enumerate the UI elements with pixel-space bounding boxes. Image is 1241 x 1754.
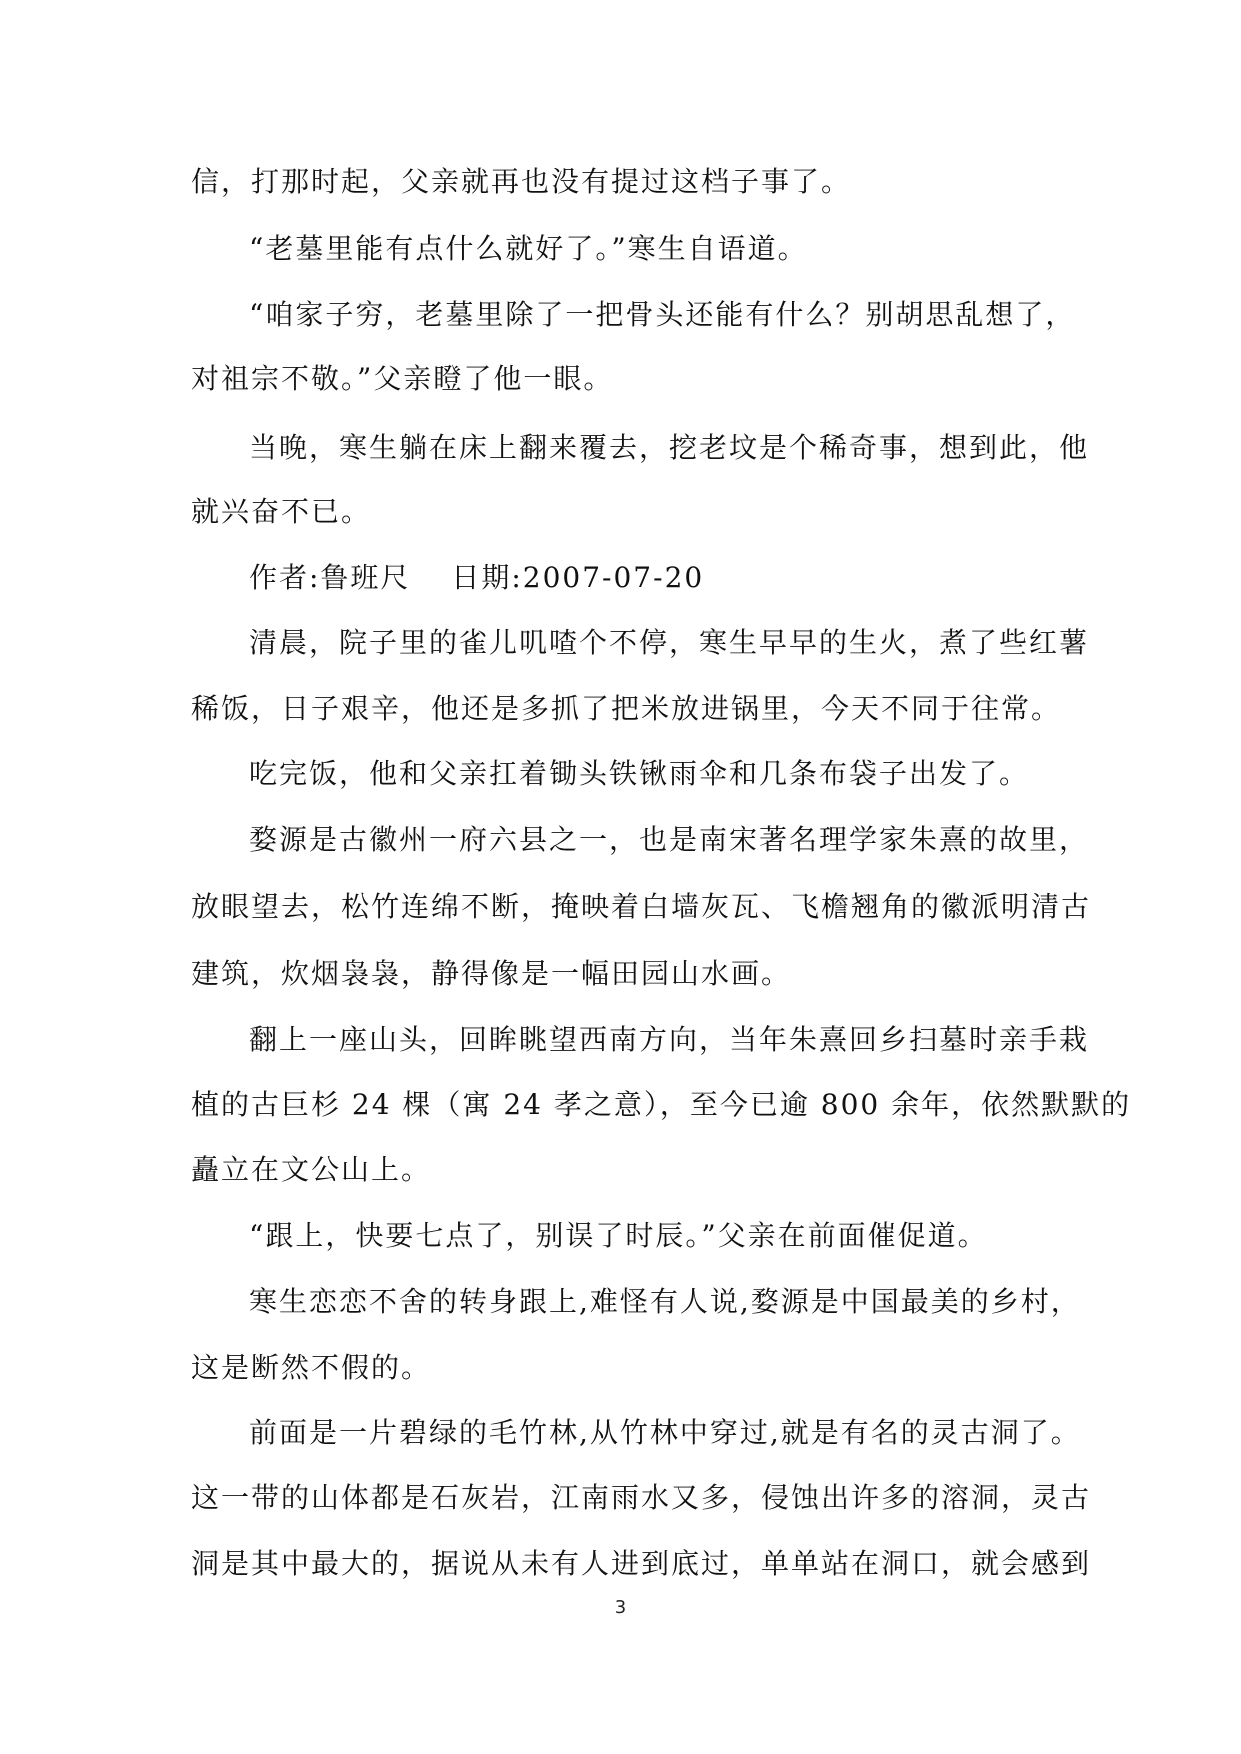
line-text: 婺源是古徽州一府六县之一，也是南宋著名理学家朱熹的故里， — [249, 823, 1090, 856]
author-date-line: 作者:鲁班尺 日期:2007-07-20 — [249, 561, 705, 594]
line-text: 对祖宗不敬。”父亲瞪了他一眼。 — [191, 362, 614, 395]
line-text: 吃完饭，他和父亲扛着锄头铁锹雨伞和几条布袋子出发了。 — [249, 757, 1030, 790]
text-line — [0, 1075, 1241, 1135]
text-line — [0, 482, 1241, 542]
text-line — [0, 349, 1241, 409]
line-text: 洞是其中最大的，据说从未有人进到底过，单单站在洞口，就会感到 — [191, 1547, 1092, 1580]
line-text: 当晚，寒生躺在床上翻来覆去，挖老坟是个稀奇事，想到此，他 — [249, 431, 1090, 464]
line-text: 放眼望去，松竹连绵不断，掩映着白墙灰瓦、飞檐翘角的徽派明清古 — [191, 890, 1092, 923]
text-line — [0, 1338, 1241, 1398]
text-line — [0, 1272, 1241, 1332]
line-text: 这一带的山体都是石灰岩，江南雨水又多，侵蚀出许多的溶洞，灵古 — [191, 1481, 1092, 1514]
text-line — [0, 877, 1241, 937]
line-text: 信，打那时起，父亲就再也没有提过这档子事了。 — [191, 165, 852, 198]
line-text: 这是断然不假的。 — [191, 1351, 432, 1384]
text-line — [0, 679, 1241, 739]
text-line — [0, 744, 1241, 804]
line-text: 就兴奋不已。 — [191, 495, 372, 528]
text-line — [0, 285, 1241, 345]
line-text: “跟上，快要七点了，别误了时辰。”父亲在前面催促道。 — [249, 1219, 988, 1252]
text-line — [0, 1010, 1241, 1070]
line-text: 翻上一座山头，回眸眺望西南方向，当年朱熹回乡扫墓时亲手栽 — [249, 1023, 1090, 1056]
line-text: 植的古巨杉 24 棵（寓 24 孝之意），至今已逾 800 余年，依然默默的 — [191, 1088, 1132, 1121]
text-line — [0, 1468, 1241, 1528]
text-line — [0, 810, 1241, 870]
text-line — [0, 418, 1241, 478]
text-line — [0, 1403, 1241, 1463]
line-text: 建筑，炊烟袅袅，静得像是一幅田园山水画。 — [191, 957, 792, 990]
line-text: 矗立在文公山上。 — [191, 1153, 432, 1186]
line-text: “咱家子穷，老墓里除了一把骨头还能有什么？别胡思乱想了， — [249, 298, 1076, 331]
text-line — [0, 613, 1241, 673]
line-text: 稀饭，日子艰辛，他还是多抓了把米放进锅里，今天不同于往常。 — [191, 692, 1062, 725]
text-line — [0, 944, 1241, 1004]
line-text: 清晨，院子里的雀儿叽喳个不停，寒生早早的生火，煮了些红薯 — [249, 626, 1090, 659]
page-number: 3 — [614, 1597, 627, 1618]
text-line — [0, 1534, 1241, 1594]
text-line — [0, 548, 1241, 608]
text-line — [0, 152, 1241, 212]
line-text: 寒生恋恋不舍的转身跟上,难怪有人说,婺源是中国最美的乡村， — [249, 1285, 1081, 1318]
text-line — [0, 1140, 1241, 1200]
text-line — [0, 1206, 1241, 1266]
line-text: 前面是一片碧绿的毛竹林,从竹林中穿过,就是有名的灵古洞了。 — [249, 1416, 1081, 1449]
line-text: “老墓里能有点什么就好了。”寒生自语道。 — [249, 232, 808, 265]
text-line — [0, 219, 1241, 279]
